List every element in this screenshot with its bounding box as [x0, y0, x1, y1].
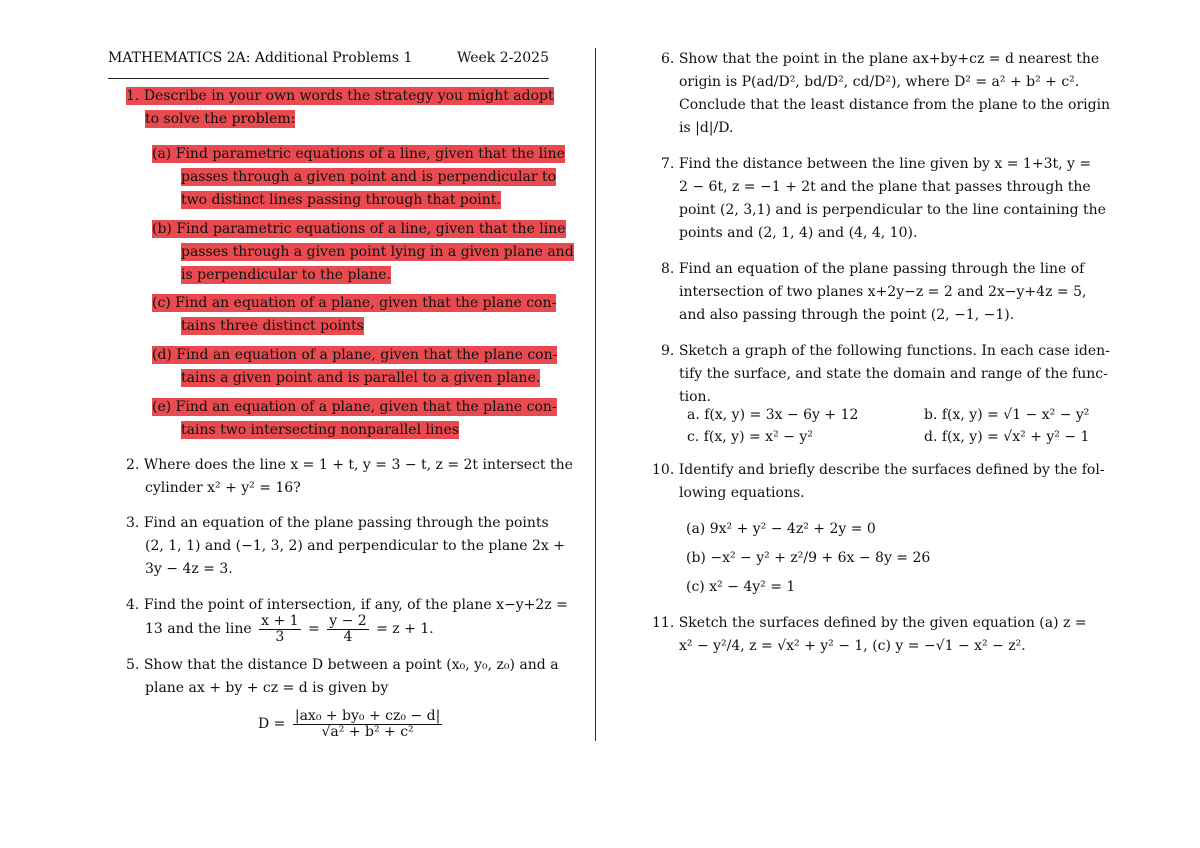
problem-9-line-2: tify the surface, and state the domain and range of the func- [679, 366, 1108, 382]
problem-7-line-3: point (2, 3,1) and is perpendicular to the line containing the [679, 202, 1106, 218]
problem-9a: a. f(x, y) = 3x − 6y + 12 [687, 407, 859, 423]
problem-1e-line-2: tains two intersecting nonparallel lines [181, 422, 459, 438]
problem-2-line-1: 2. Where does the line x = 1 + t, y = 3 − t, z = 2t intersect the [126, 457, 573, 473]
problem-1e-line-1: (e) Find an equation of a plane, given that the plane con- [152, 399, 557, 415]
problem-7-line-1: 7. Find the distance between the line given by x = 1+3t, y = [661, 156, 1092, 172]
problem-8-line-2: intersection of two planes x+2y−z = 2 and 2x−y+4z = 5, [679, 284, 1087, 300]
fraction-y: $\frac{y - 2}{4}$ [329, 612, 367, 645]
problem-9c: c. f(x, y) = x² − y² [687, 429, 813, 445]
problem-5-line-1: 5. Show that the distance D between a point (x₀, y₀, z₀) and a [126, 657, 559, 673]
problem-6-line-2: origin is P(ad/D², bd/D², cd/D²), where D² = a² + b² + c². [679, 74, 1080, 90]
problem-10a: (a) 9x² + y² − 4z² + 2y = 0 [686, 521, 876, 537]
problem-9-line-3: tion. [679, 389, 711, 405]
document-title: MATHEMATICS 2A: Additional Problems 1 [108, 50, 413, 66]
problem-7-line-2: 2 − 6t, z = −1 + 2t and the plane that passes through the [679, 179, 1091, 195]
problem-11-line-2: x² − y²/4, z = √x² + y² − 1, (c) y = −√1 − x² − z². [679, 638, 1026, 654]
problem-1d-line-1: (d) Find an equation of a plane, given that the plane con- [152, 347, 558, 363]
problem-10c: (c) x² − 4y² = 1 [686, 579, 796, 595]
problem-3-line-1: 3. Find an equation of the plane passing through the points [126, 515, 549, 531]
problem-9d: d. f(x, y) = √x² + y² − 1 [924, 429, 1090, 445]
problem-1b-line-3: is perpendicular to the plane. [181, 267, 391, 283]
problem-1a-line-3: two distinct lines passing through that point. [181, 192, 501, 208]
problem-4-line-2: 13 and the line $\frac{x + 1}{3}$ = $\frac{y - 2}{4}$ = z + 1. [145, 612, 434, 645]
problem-6-line-4: is |d|/D. [679, 120, 734, 136]
problem-7-line-4: points and (2, 1, 4) and (4, 4, 10). [679, 225, 918, 241]
problem-1-line-1: 1. Describe in your own words the strategy you might adopt [126, 88, 554, 104]
problem-8-line-1: 8. Find an equation of the plane passing through the line of [661, 261, 1085, 277]
problem-1b-line-2: passes through a given point lying in a given plane and [181, 244, 574, 260]
problem-4-line-1: 4. Find the point of intersection, if any, of the plane x−y+2z = [126, 597, 568, 613]
problem-1b-line-1: (b) Find parametric equations of a line, given that the line [152, 221, 566, 237]
problem-3-line-3: 3y − 4z = 3. [145, 561, 233, 577]
page-header [108, 48, 549, 79]
distance-fraction: $\frac{\text{|ax₀ + by₀ + cz₀ − d|}}{\text{√a² + b² + c²}}$ [294, 707, 441, 740]
problem-9b: b. f(x, y) = √1 − x² − y² [924, 407, 1090, 423]
problem-8-line-3: and also passing through the point (2, −1, −1). [679, 307, 1015, 323]
column-divider [595, 48, 596, 741]
week-label: Week 2-2025 [456, 50, 549, 66]
problem-6-line-1: 6. Show that the point in the plane ax+by+cz = d nearest the [661, 51, 1100, 67]
problem-10-line-2: lowing equations. [679, 485, 805, 501]
problem-5-line-2: plane ax + by + cz = d is given by [145, 680, 389, 696]
problem-10-line-1: 10. Identify and briefly describe the surfaces defined by the fol- [652, 462, 1105, 478]
problem-1c-line-2: tains three distinct points [181, 318, 364, 334]
problem-9-line-1: 9. Sketch a graph of the following functions. In each case iden- [661, 343, 1110, 359]
problem-1d-line-2: tains a given point and is parallel to a given plane. [181, 370, 541, 386]
fraction-x: $\frac{x + 1}{3}$ [261, 612, 299, 645]
problem-1a-line-2: passes through a given point and is perpendicular to [181, 169, 557, 185]
problem-1-line-2: to solve the problem: [145, 111, 296, 127]
problem-6-line-3: Conclude that the least distance from the plane to the origin [679, 97, 1111, 113]
problem-1c-line-1: (c) Find an equation of a plane, given that the plane con- [152, 295, 557, 311]
problem-11-line-1: 11. Sketch the surfaces defined by the given equation (a) z = [652, 615, 1087, 631]
problem-3-line-2: (2, 1, 1) and (−1, 3, 2) and perpendicular to the plane 2x + [145, 538, 565, 554]
problem-1a-line-1: (a) Find parametric equations of a line, given that the line [152, 146, 565, 162]
problem-10b: (b) −x² − y² + z²/9 + 6x − 8y = 26 [686, 550, 931, 566]
distance-formula: D = $\frac{\text{|ax₀ + by₀ + cz₀ − d|}}{\text{√a² + b² + c²}}$ [258, 707, 441, 740]
problem-2-line-2: cylinder x² + y² = 16? [145, 480, 301, 496]
